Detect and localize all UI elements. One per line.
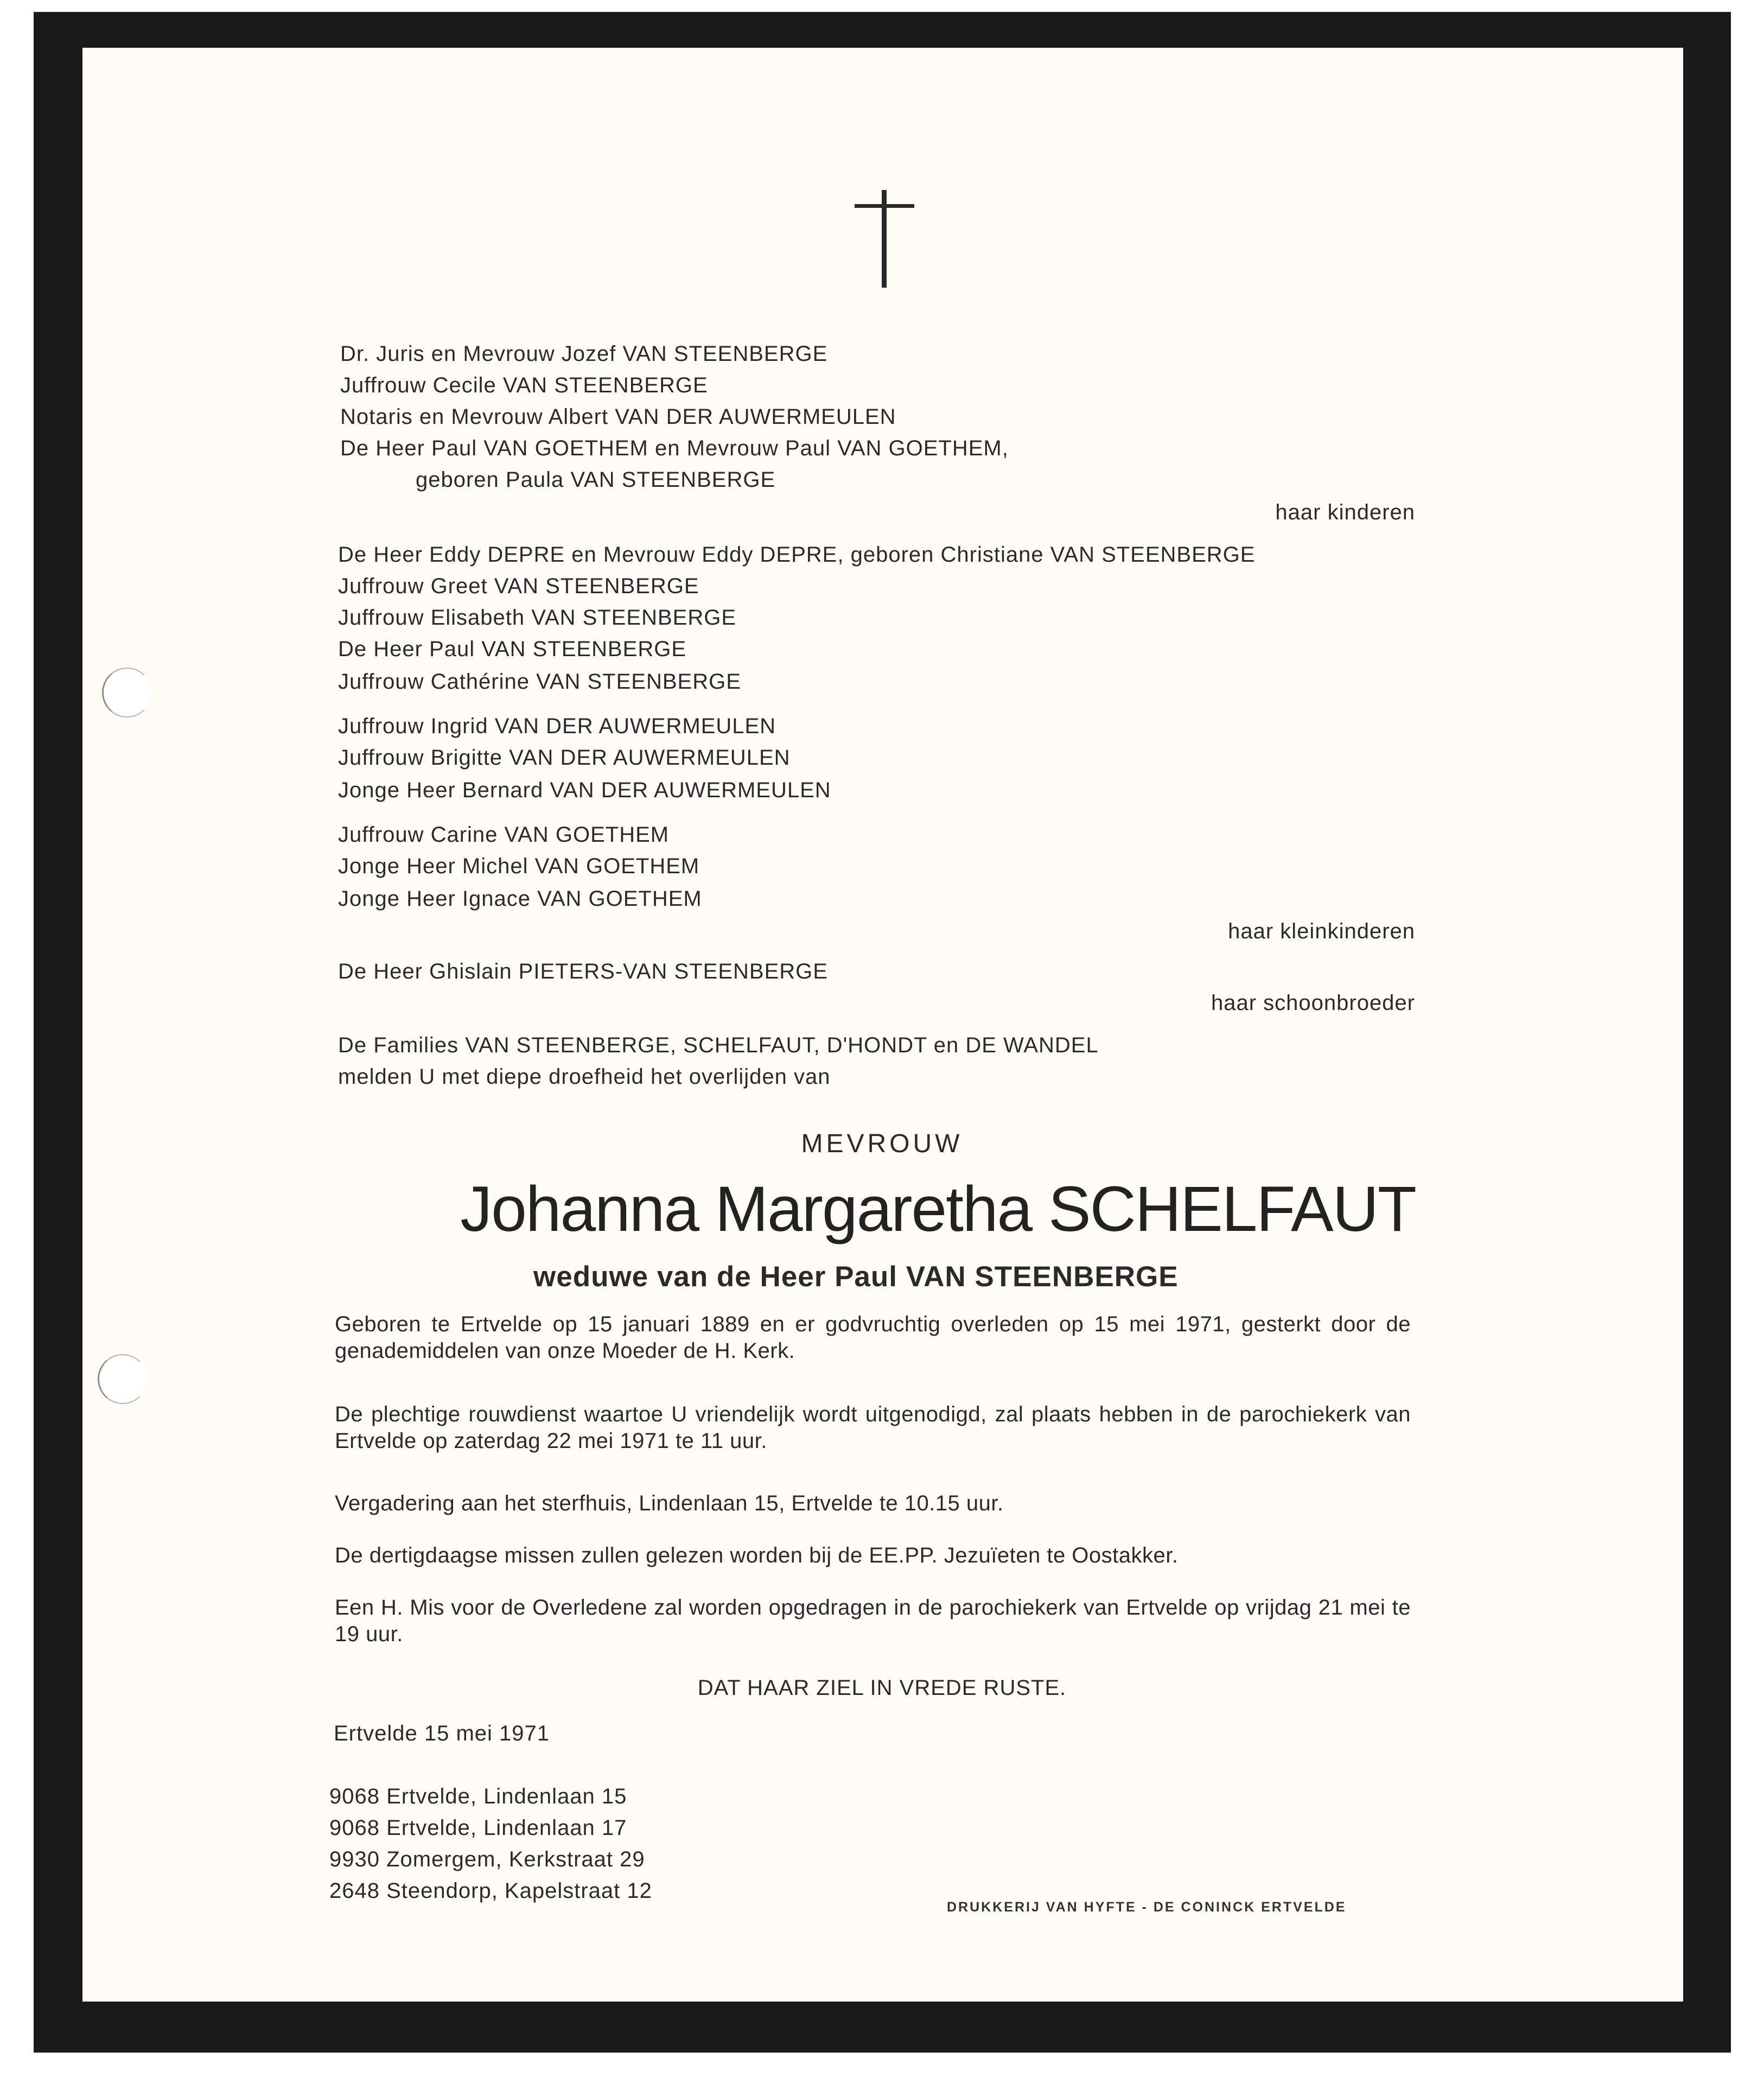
relation-label-brother-in-law: haar schoonbroeder bbox=[1211, 991, 1415, 1015]
address-line: 2648 Steendorp, Kapelstraat 12 bbox=[329, 1879, 652, 1903]
announcement-line: melden U met diepe droefheid het overlijden van bbox=[338, 1065, 831, 1089]
rest-in-peace: DAT HAAR ZIEL IN VREDE RUSTE. bbox=[697, 1676, 1067, 1700]
family-line: Jonge Heer Michel VAN GOETHEM bbox=[338, 854, 700, 878]
family-line: De Heer Ghislain PIETERS-VAN STEENBERGE bbox=[338, 960, 828, 983]
family-line: Juffrouw Ingrid VAN DER AUWERMEULEN bbox=[338, 714, 776, 738]
family-line: Juffrouw Greet VAN STEENBERGE bbox=[338, 574, 699, 598]
family-line: Juffrouw Brigitte VAN DER AUWERMEULEN bbox=[338, 746, 791, 770]
funeral-service-paragraph: De plechtige rouwdienst waartoe U vriendelijk wordt uitgenodigd, zal plaats hebben in de parochiekerk van Ertvelde op zaterdag 22 mei 1971 te 11 uur. bbox=[335, 1402, 1411, 1453]
family-line: De Heer Paul VAN GOETHEM en Mevrouw Paul VAN GOETHEM, bbox=[340, 436, 1009, 460]
family-line: Dr. Juris en Mevrouw Jozef VAN STEENBERGE bbox=[340, 342, 828, 366]
family-line: Juffrouw Cecile VAN STEENBERGE bbox=[340, 373, 708, 397]
printer-imprint: DRUKKERIJ VAN HYFTE - DE CONINCK ERTVELDE bbox=[947, 1900, 1347, 1915]
family-line: Jonge Heer Bernard VAN DER AUWERMEULEN bbox=[338, 778, 831, 802]
address-line: 9068 Ertvelde, Lindenlaan 17 bbox=[329, 1816, 627, 1840]
cross-icon bbox=[855, 190, 914, 288]
masses-paragraph: De dertigdaagse missen zullen gelezen worden bij de EE.PP. Jezuïeten te Oostakker. bbox=[335, 1544, 1179, 1567]
punch-hole-bottom bbox=[98, 1354, 148, 1404]
holy-mass-paragraph: Een H. Mis voor de Overledene zal worden opgedragen in de parochiekerk van Ertvelde op vrijdag 21 mei te 19 uur. bbox=[335, 1596, 1411, 1646]
address-line: 9930 Zomergem, Kerkstraat 29 bbox=[329, 1847, 645, 1871]
birth-death-paragraph: Geboren te Ertvelde op 15 januari 1889 en er godvruchtig overleden op 15 mei 1971, gesterkt door de genademiddelen van onze Moeder de H. Kerk. bbox=[335, 1312, 1411, 1363]
widow-of-line: weduwe van de Heer Paul VAN STEENBERGE bbox=[533, 1261, 1179, 1293]
address-line: 9068 Ertvelde, Lindenlaan 15 bbox=[329, 1784, 627, 1808]
gathering-paragraph: Vergadering aan het sterfhuis, Lindenlaan 15, Ertvelde te 10.15 uur. bbox=[335, 1491, 1004, 1515]
punch-hole-top bbox=[102, 668, 152, 717]
family-line: De Heer Eddy DEPRE en Mevrouw Eddy DEPRE, geboren Christiane VAN STEENBERGE bbox=[338, 543, 1256, 567]
family-line: geboren Paula VAN STEENBERGE bbox=[416, 468, 776, 492]
family-line: Juffrouw Carine VAN GOETHEM bbox=[338, 823, 670, 847]
card-paper bbox=[82, 48, 1683, 2002]
family-line: De Heer Paul VAN STEENBERGE bbox=[338, 637, 687, 661]
family-line: Juffrouw Cathérine VAN STEENBERGE bbox=[338, 670, 741, 694]
family-line: Notaris en Mevrouw Albert VAN DER AUWERMEULEN bbox=[340, 405, 896, 429]
relation-label-children: haar kinderen bbox=[1275, 500, 1415, 524]
family-line: Jonge Heer Ignace VAN GOETHEM bbox=[338, 887, 702, 911]
families-line: De Families VAN STEENBERGE, SCHELFAUT, D'HONDT en DE WANDEL bbox=[338, 1033, 1099, 1057]
relation-label-grandchildren: haar kleinkinderen bbox=[1228, 919, 1415, 943]
place-date: Ertvelde 15 mei 1971 bbox=[334, 1722, 550, 1745]
family-line: Juffrouw Elisabeth VAN STEENBERGE bbox=[338, 606, 737, 630]
deceased-name: Johanna Margaretha SCHELFAUT bbox=[460, 1173, 1416, 1245]
deceased-title: MEVROUW bbox=[801, 1129, 963, 1158]
